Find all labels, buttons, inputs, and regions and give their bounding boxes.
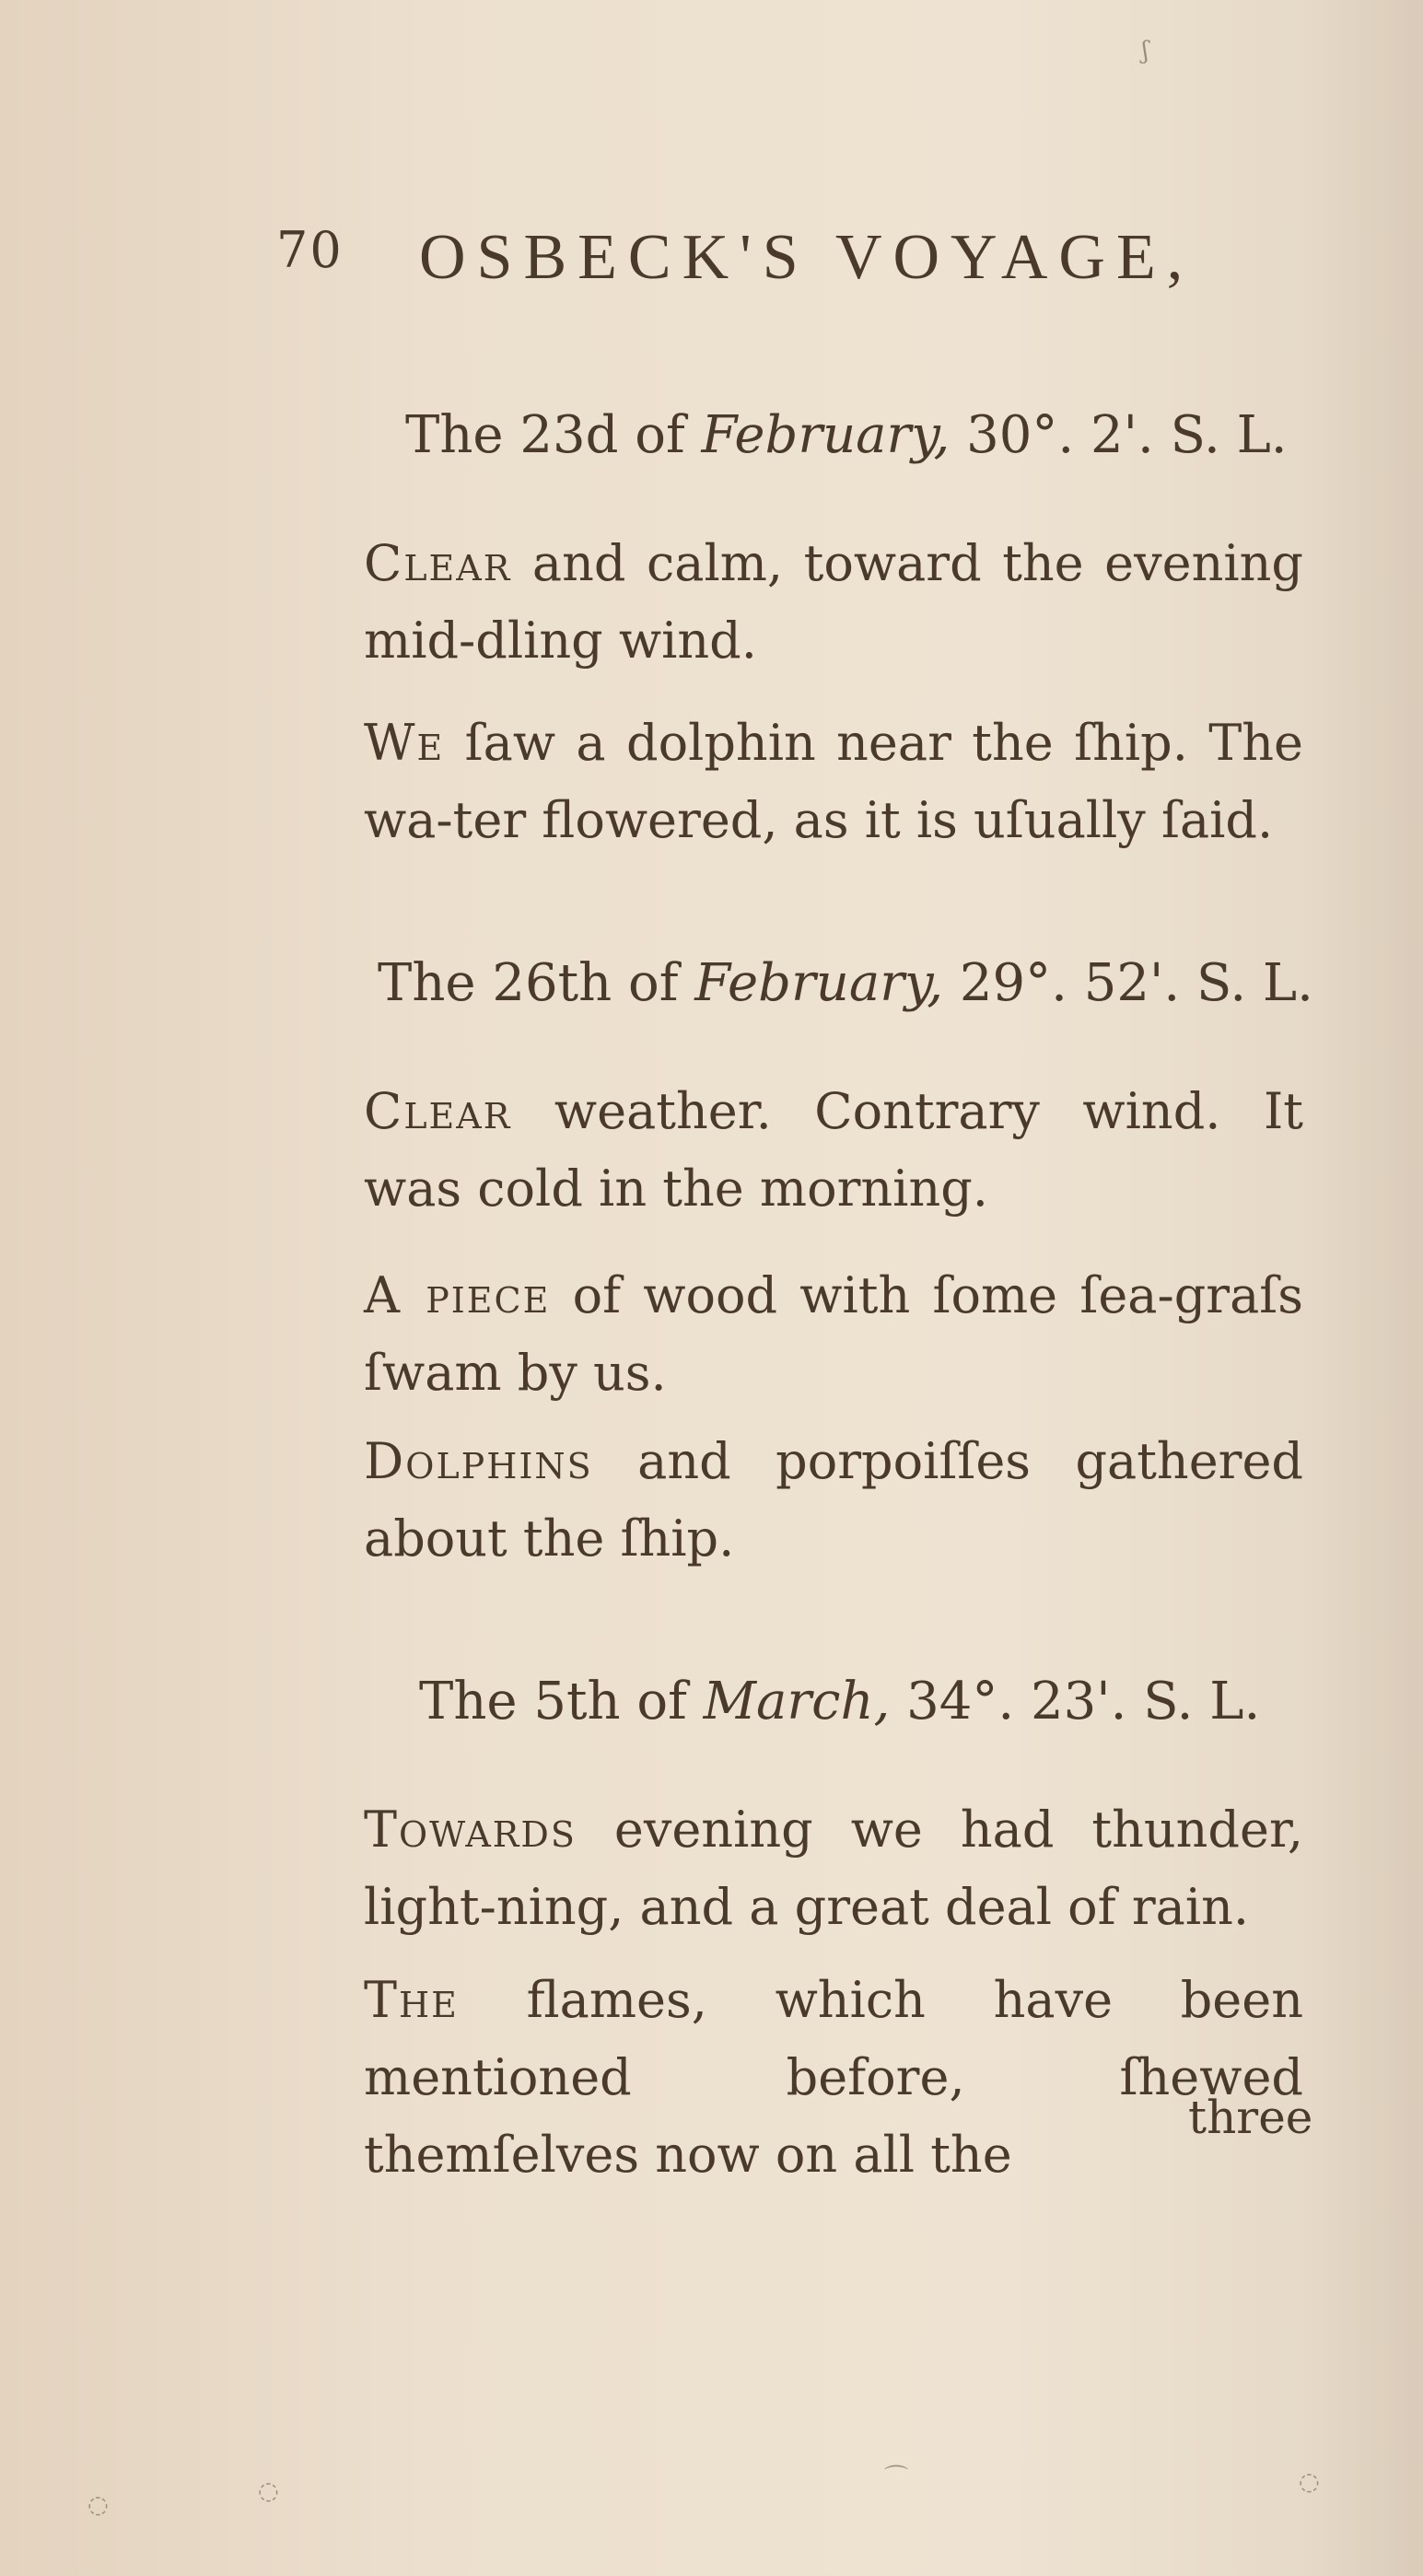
page-header [276, 221, 1289, 304]
heading-month: February, [701, 405, 951, 465]
paragraph-text: weather. Contrary wind. It was cold in the morning. [364, 1082, 1303, 1218]
paragraph-text: and calm, toward the evening mid-dling wind. [364, 534, 1303, 670]
running-title: OSBECK'S VOYAGE, [419, 222, 1195, 293]
paragraph-text: ſaw a dolphin near the ſhip. The wa-ter flowered, as it is uſually ſaid. [364, 714, 1303, 849]
heading-coords: 29°. 52'. S. L. [959, 953, 1313, 1013]
paragraph [309, 1073, 1303, 1228]
heading-prefix: The 5th of [419, 1672, 687, 1731]
page-number: 70 [276, 221, 344, 279]
paragraph [309, 1257, 1303, 1412]
paragraph-lead: Clear [364, 1082, 512, 1140]
paper-speck: ◌ [258, 2477, 279, 2505]
paper-speck: ◌ [87, 2491, 109, 2519]
heading-prefix: The 23d of [405, 405, 685, 465]
paper-speck: ʃ [1142, 37, 1149, 64]
paragraph-lead: Clear [364, 534, 512, 592]
paragraph-text: evening we had thunder, light-ning, and a great deal of rain. [364, 1801, 1303, 1936]
heading-prefix: The 26th of [378, 953, 679, 1013]
entry-heading-feb-23 [405, 405, 1288, 465]
heading-month: March, [703, 1672, 891, 1731]
paragraph-lead: Towards [364, 1801, 577, 1859]
paragraph-text: of wood with ſome ſea-graſs ſwam by us. [364, 1266, 1303, 1402]
entry-heading-mar-5 [419, 1672, 1261, 1731]
catchword: three [1188, 2091, 1313, 2144]
entry-heading-feb-26 [378, 953, 1313, 1013]
paper-speck: ⌒ [884, 2465, 909, 2492]
paragraph-lead: Dolphins [364, 1432, 593, 1490]
paragraph-lead: A piece [364, 1266, 551, 1324]
paragraph [309, 1962, 1303, 2194]
paragraph [309, 705, 1303, 859]
paragraph-lead: We [364, 714, 445, 772]
paper-speck: ◌ [1299, 2468, 1320, 2496]
heading-coords: 34°. 23'. S. L. [906, 1672, 1261, 1731]
paragraph [309, 1791, 1303, 1946]
paragraph-text: flames, which have been mentioned before, ſhewed themſelves now on all the [364, 1971, 1303, 2184]
paragraph [309, 1423, 1303, 1578]
paragraph-lead: The [364, 1971, 459, 2029]
paragraph-text: and porpoiſſes gathered about the ſhip. [364, 1432, 1303, 1568]
paragraph [309, 525, 1303, 680]
heading-coords: 30°. 2'. S. L. [966, 405, 1288, 465]
heading-month: February, [694, 953, 944, 1013]
